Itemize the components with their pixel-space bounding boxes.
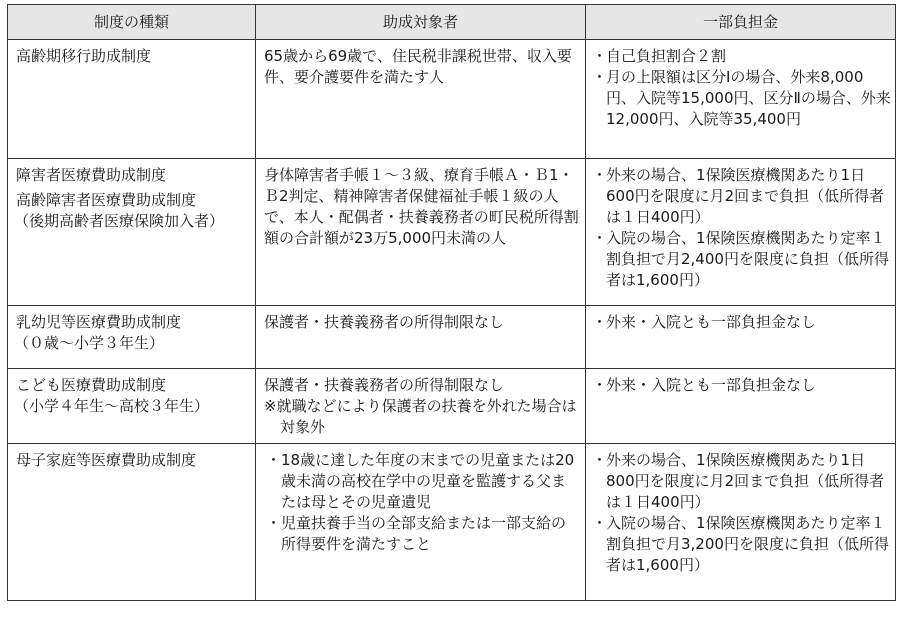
program-cell <box>8 159 256 306</box>
target-cell <box>256 444 586 601</box>
program-cell <box>8 369 256 444</box>
table-row <box>8 159 896 306</box>
header-row <box>8 5 896 40</box>
header-target: 助成対象者 <box>256 5 586 40</box>
target-cell <box>256 40 586 159</box>
copay-item: ・ 外来の場合、1保険医療機関あたり1日600円を限度に月2回まで負担（低所得者は１日400円） <box>592 165 891 228</box>
program-name-secondary: 高齢障害者医療費助成制度 <box>16 191 197 209</box>
program-name: 障害者医療費助成制度 <box>16 166 167 184</box>
target-text: 65歳から69歳で、住民税非課税世帯、収入要件、要介護要件を満たす人 <box>264 47 572 86</box>
table-row <box>8 369 896 444</box>
target-cell <box>256 369 586 444</box>
target-text: 保護者・扶養義務者の所得制限なし <box>264 376 505 394</box>
copay-item: ・ 外来・入院とも一部負担金なし <box>592 375 891 396</box>
program-cell <box>8 444 256 601</box>
target-item: ・ 18歳に達した年度の末までの児童または20歳未満の高校在学中の児童を監護する父または母とその児童遺児 <box>268 450 579 513</box>
header-copay: 一部負担金 <box>586 5 896 40</box>
program-age-range: （０歳～小学３年生） <box>14 334 165 352</box>
copay-item: ・ 外来・入院とも一部負担金なし <box>592 312 891 333</box>
target-cell <box>256 306 586 369</box>
copay-cell <box>586 159 896 306</box>
subsidy-table <box>7 4 896 601</box>
copay-cell <box>586 40 896 159</box>
target-cell <box>256 159 586 306</box>
program-name: 高齢期移行助成制度 <box>16 47 152 65</box>
table-row <box>8 306 896 369</box>
program-name: こども医療費助成制度 <box>16 376 167 394</box>
copay-item: ・ 外来の場合、1保険医療機関あたり1日800円を限度に月2回まで負担（低所得者は１日400円） <box>592 450 891 513</box>
program-name-note: （後期高齢者医療保険加入者） <box>14 212 225 230</box>
target-text: 身体障害者手帳１～３級、療育手帳Ａ・Ｂ1・Ｂ2判定、精神障害者保健福祉手帳１級の人で、本人・配偶者・扶養義務者の町民税所得割額の合計額が23万5,000円未満の人 <box>264 166 579 247</box>
program-age-range: （小学４年生～高校３年生） <box>14 397 210 415</box>
program-cell <box>8 306 256 369</box>
program-cell <box>8 40 256 159</box>
program-name: 乳幼児等医療費助成制度 <box>16 313 182 331</box>
header-type: 制度の種類 <box>8 5 256 40</box>
target-text: 保護者・扶養義務者の所得制限なし <box>264 313 505 331</box>
copay-item: ・ 自己負担割合２割 <box>592 46 891 67</box>
table-row <box>8 444 896 601</box>
target-item: ・ 児童扶養手当の全部支給または一部支給の所得要件を満たすこと <box>268 513 579 555</box>
copay-item: ・ 入院の場合、1保険医療機関あたり定率１割負担で月3,200円を限度に負担（低所得者は1,600円） <box>592 513 891 576</box>
table-row <box>8 40 896 159</box>
copay-cell <box>586 306 896 369</box>
program-name: 母子家庭等医療費助成制度 <box>16 451 197 469</box>
copay-item: ・ 入院の場合、1保険医療機関あたり定率１割負担で月2,400円を限度に負担（低所得者は1,600円） <box>592 228 891 291</box>
copay-cell <box>586 369 896 444</box>
copay-cell <box>586 444 896 601</box>
target-note: ※就職などにより保護者の扶養を外れた場合は対象外 <box>264 397 577 436</box>
copay-item: ・ 月の上限額は区分Ⅰの場合、外来8,000円、入院等15,000円、区分Ⅱの場合、外来12,000円、入院等35,400円 <box>592 67 891 130</box>
